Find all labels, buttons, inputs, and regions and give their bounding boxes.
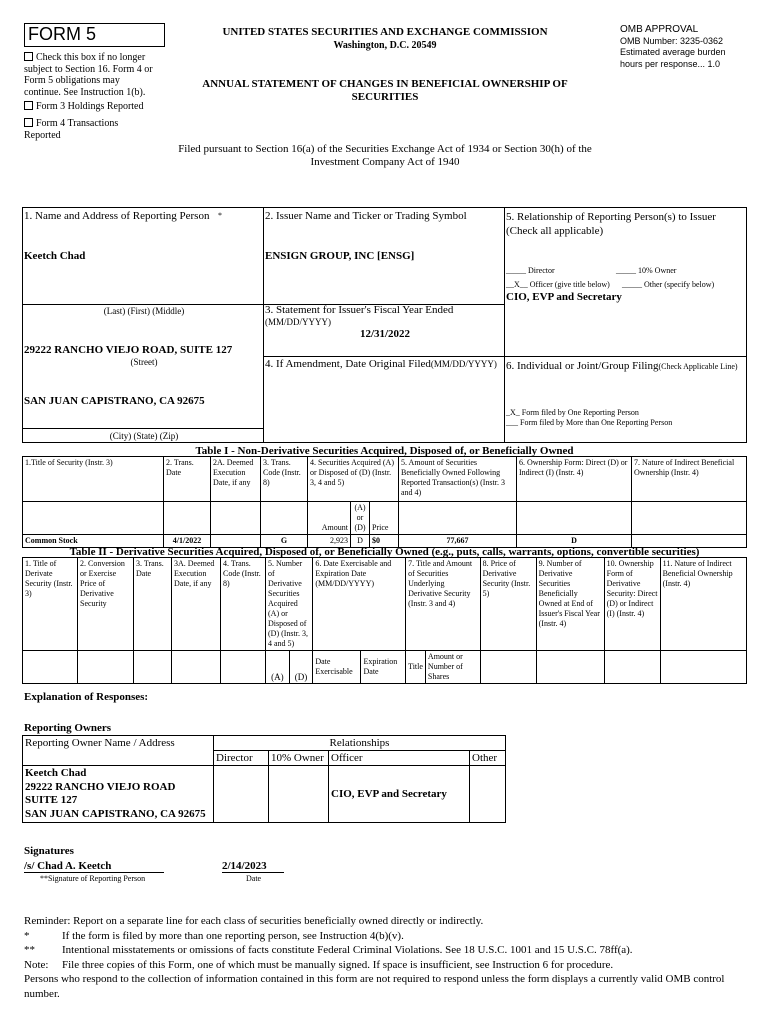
- statement-format: (MM/DD/YYYY): [265, 317, 331, 327]
- t2-col-number: 5. Number of Derivative Securities Acquired (A) or Disposed of (D) (Instr. 3, 4 and 5): [266, 558, 313, 651]
- checkbox-icon[interactable]: [24, 118, 33, 127]
- asterisk: *: [218, 211, 222, 220]
- t1-row-form: D: [517, 535, 632, 548]
- street-label: (Street): [130, 357, 158, 367]
- statement-date: 12/31/2022: [359, 328, 411, 340]
- t1-sub-price: Price: [370, 502, 399, 535]
- agency-name: UNITED STATES SECURITIES AND EXCHANGE COMMISSION: [222, 26, 548, 38]
- t1-col-date: 2. Trans. Date: [164, 457, 211, 502]
- city-state-zip: SAN JUAN CAPISTRANO, CA 92675: [24, 395, 205, 407]
- ro-col-director: Director: [214, 751, 269, 766]
- agency-city: Washington, D.C. 20549: [333, 40, 437, 51]
- amendment-label: 4. If Amendment, Date Original Filed(MM/DD/YYYY): [265, 358, 497, 370]
- t2-sub-date-exercisable: Date Exercisable: [313, 651, 361, 684]
- table2: [22, 557, 747, 684]
- t2-col-conversion: 2. Conversion or Exercise Price of Derivative Security: [78, 558, 134, 651]
- explanation-heading: Explanation of Responses:: [24, 691, 149, 703]
- t2-col-underlying: 7. Title and Amount of Securities Underlying Derivative Security (Instr. 3 and 4): [406, 558, 481, 651]
- t1-row-aord: D: [351, 535, 370, 548]
- ro-owner-address: Keetch Chad 29222 RANCHO VIEJO ROAD SUITE 127 SAN JUAN CAPISTRANO, CA 92675: [23, 766, 214, 823]
- t2-sub-d: (D): [289, 651, 313, 684]
- t2-col-nature: 11. Nature of Indirect Beneficial Ownership (Instr. 4): [660, 558, 746, 651]
- t2-col-exercisable: 6. Date Exercisable and Expiration Date (MM/DD/YYYY): [313, 558, 406, 651]
- name-label: 1. Name and Address of Reporting Person: [24, 210, 210, 222]
- t1-row-date: 4/1/2022: [164, 535, 211, 548]
- checkbox-no-longer-subject[interactable]: Check this box if no longer subject to Section 16. Form 4 or Form 5 obligations may continue. See Instruction 1(b).: [24, 52, 153, 98]
- checkbox-icon[interactable]: [24, 52, 33, 61]
- filed-pursuant: Filed pursuant to Section 16(a) of the Securities Exchange Act of 1934 or Section 30(h) of the Investment Company Act of 1940: [178, 143, 592, 168]
- ro-col-other: Other: [470, 751, 506, 766]
- checkbox-form3[interactable]: Form 3 Holdings Reported: [24, 101, 144, 112]
- t2-col-owned: 9. Number of Derivative Securities Beneficially Owned at End of Issuer's Fiscal Year (Instr. 4): [536, 558, 604, 651]
- t1-col-title: 1.Title of Security (Instr. 3): [23, 457, 164, 502]
- rel-officer: __X__ Officer (give title below): [506, 280, 610, 289]
- ro-col-officer: Officer: [329, 751, 470, 766]
- t2-col-form: 10. Ownership Form of Derivative Security: Direct (D) or Indirect (I) (Instr. 4): [604, 558, 660, 651]
- individual-filing-label: 6. Individual or Joint/Group Filing(Check Applicable Line): [506, 360, 738, 372]
- rel-other: _____ Other (specify below): [622, 280, 715, 289]
- t2-sub-expiration: Expiration Date: [361, 651, 406, 684]
- t1-row-code: G: [261, 535, 308, 548]
- checkbox-form4[interactable]: Form 4 Transactions Reported: [24, 118, 119, 141]
- signature-date: 2/14/2023: [222, 860, 267, 872]
- rel-director: _____ Director: [506, 266, 555, 275]
- city-state-zip-label: (City) (State) (Zip): [109, 431, 179, 441]
- t2-sub-title: Title: [406, 651, 426, 684]
- reporting-owners-table: [22, 735, 506, 823]
- reminder: Reminder: Report on a separate line for each class of securities beneficially owned directly or indirectly.: [24, 915, 484, 927]
- footer-notes: Reminder: Report on a separate line for each class of securities beneficially owned directly or indirectly. * If the form is filed by more than one reporting person, see Instruction 4(b)(v). ** Intentional misstatements or omissions of facts constitute Federal Criminal Violations. See 18 U.S.C. 1001 and 15 U.S.C. 78ff(a). Note: File three copies of this Form, one of which must be manually signed. If space is insufficient, see Instruction 6 for procedure. Persons who respond to the collection of information contained in this form are not required to respond unless the form displays a currently valid OMB control number.: [24, 914, 754, 1001]
- ro-officer-title: CIO, EVP and Secretary: [329, 766, 470, 823]
- t1-col-acquired: 4. Securities Acquired (A) or Disposed of (D) (Instr. 3, 4 and 5): [308, 457, 399, 502]
- ro-col-name: Reporting Owner Name / Address: [23, 736, 214, 766]
- t2-col-date: 3. Trans. Date: [134, 558, 172, 651]
- relationship-label: 5. Relationship of Reporting Person(s) to Issuer (Check all applicable): [506, 211, 716, 237]
- signatures-heading: Signatures: [24, 845, 74, 857]
- ro-col-10-owner: 10% Owner: [269, 751, 329, 766]
- ro-col-relationships: Relationships: [214, 736, 506, 751]
- t1-row-amount: 2,923: [308, 535, 351, 548]
- t1-col-nature: 7. Nature of Indirect Beneficial Ownership (Instr. 4): [632, 457, 747, 502]
- t2-col-deemed: 3A. Deemed Execution Date, if any: [172, 558, 221, 651]
- table-row: [23, 766, 506, 823]
- t2-col-title: 1. Title of Derivate Security (Instr. 3): [23, 558, 78, 651]
- street-address: 29222 RANCHO VIEJO ROAD, SUITE 127: [24, 344, 233, 356]
- issuer-name: ENSIGN GROUP, INC [ENSG]: [265, 250, 415, 262]
- t1-row-price: $0: [370, 535, 399, 548]
- issuer-label: 2. Issuer Name and Ticker or Trading Symbol: [265, 210, 467, 222]
- checkbox-icon[interactable]: [24, 101, 33, 110]
- table2-title: Table II - Derivative Securities Acquired, Disposed of, or Beneficially Owned (e.g., puts, calls, warrants, options, convertible securities): [69, 546, 700, 558]
- t1-row-title: Common Stock: [23, 535, 164, 548]
- t2-col-code: 4. Trans. Code (Instr. 8): [221, 558, 266, 651]
- signature-name: /s/ Chad A. Keetch: [24, 860, 112, 872]
- signature-label: **Signature of Reporting Person: [40, 874, 146, 883]
- form-title-box: [24, 23, 165, 47]
- statement-title: ANNUAL STATEMENT OF CHANGES IN BENEFICIAL OWNERSHIP OF SECURITIES: [202, 78, 568, 103]
- reporting-owners-heading: Reporting Owners: [24, 722, 112, 734]
- table1: [22, 456, 747, 548]
- t1-row-owned: 77,667: [399, 535, 517, 548]
- filed-by-more: ___ Form filed by More than One Reporting Person: [506, 418, 673, 427]
- t2-sub-amount: Amount or Number of Shares: [425, 651, 480, 684]
- t1-col-deemed: 2A. Deemed Execution Date, if any: [211, 457, 261, 502]
- last-first-middle-label: (Last) (First) (Middle): [103, 306, 185, 316]
- t1-sub-aord: (A) or (D): [351, 502, 370, 535]
- reporting-person-name: Keetch Chad: [24, 250, 86, 262]
- form-title: FORM 5: [28, 24, 97, 44]
- date-label: Date: [246, 874, 262, 883]
- t1-sub-amount: Amount: [308, 502, 351, 535]
- t1-col-owned: 5. Amount of Securities Beneficially Owned Following Reported Transaction(s) (Instr. 3 and 4): [399, 457, 517, 502]
- omb-approval: OMB APPROVAL OMB Number: 3235-0362 Estimated average burden hours per response... 1.0: [620, 24, 726, 69]
- persons-notice: Persons who respond to the collection of information contained in this form are not required to respond unless the form displays a currently valid OMB control number.: [24, 973, 725, 1000]
- table1-title: Table I - Non-Derivative Securities Acquired, Disposed of, or Beneficially Owned: [195, 445, 574, 457]
- rel-10-owner: _____ 10% Owner: [616, 266, 677, 275]
- filed-by-one: _X_ Form filed by One Reporting Person: [506, 408, 639, 417]
- statement-label: 3. Statement for Issuer's Fiscal Year Ended: [265, 304, 454, 316]
- t2-col-price: 8. Price of Derivative Security (Instr. 5): [480, 558, 536, 651]
- t2-sub-a: (A): [266, 651, 290, 684]
- t1-col-form: 6. Ownership Form: Direct (D) or Indirect (I) (Instr. 4): [517, 457, 632, 502]
- t1-col-code: 3. Trans. Code (Instr. 8): [261, 457, 308, 502]
- officer-title: CIO, EVP and Secretary: [506, 291, 622, 303]
